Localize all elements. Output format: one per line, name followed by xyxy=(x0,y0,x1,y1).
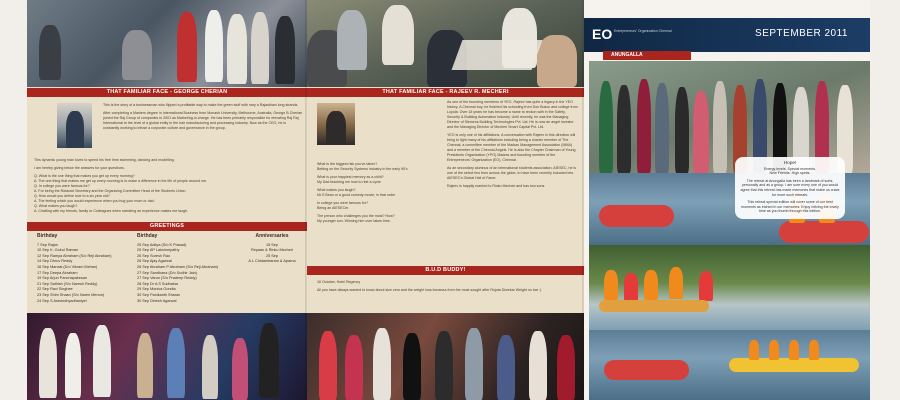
qa-line: Betting on the Security Systems industry in the early 90's xyxy=(317,167,408,171)
qa-line: In college you were famous for? xyxy=(317,201,368,205)
qa-line: A. The one thing that makes me get up every morning is to make a difference in the life of people around me. xyxy=(34,179,208,183)
qa-line: A. For being the Rotaract Secretary and the Organising Committee Head of the Students Union. xyxy=(34,189,187,193)
quote-line: Energy levels. Special moments. xyxy=(763,166,817,171)
birthday-entry: 25 Sep AP Lakshmipathy xyxy=(137,248,180,253)
anniversaries-heading: Anniversaries xyxy=(255,233,289,239)
qa-line: Q. How would you define love to a six year old? xyxy=(34,194,110,198)
birthday-entry: 29 Sep Monica Gondia xyxy=(137,287,176,292)
qa-line: My younger son. Winning him over takes time. xyxy=(317,219,391,223)
bud-buddy-description: All you have always wanted to know about size zero and the weight loss bonanza from the most sought after Rujuta Diwekar Weight no bar :) xyxy=(317,288,542,292)
george-bio-para-2: After completing a Masters degree in International Business from Monash University, Melbourne, Australia, George B.Cherian joined the Raj Group of companies in 2001 as Marketing-in-charge. He has been primarily responsible for elevating Raj Raj International to the level of a global entity in the hair manufacturing and processing industry. Now as the CEO, he is constantly working to infuse a corporate culture and governance in the group. xyxy=(103,111,303,130)
birthday-entry: 30 Sep Panikanth Sharan xyxy=(137,292,181,297)
birthday-entry: 12 Sep Ramya Abraham (S/o Reji Abraham) xyxy=(37,253,112,258)
birthday-entry: 16 Sep Manasi (D/o Vikram Mehan) xyxy=(37,264,98,269)
quote-headline: Hope! xyxy=(783,161,797,166)
george-portrait xyxy=(57,103,92,148)
qa-line: The person who challenges you the most? How? xyxy=(317,214,395,218)
anniversaries-column xyxy=(239,234,305,265)
section-title-rajeev: THAT FAMILIAR FACE - RAJEEV R. MECHERI xyxy=(307,88,584,97)
birthday-entry: 23 Sep Shim Shaan (S/o Naren Menon) xyxy=(37,292,105,297)
quote-paragraph: This retreat special edition will cover some of our best moments as etched in our memories. Enjoy reliving the lovely time as you thumb through this edition. xyxy=(741,200,839,214)
qa-line: What is your happiest memory as a child? xyxy=(317,175,384,179)
birthday-entry: 10 Sep K. Gokul Raman xyxy=(37,248,78,253)
birthday-entry: 17 Sep Deepa Abraham xyxy=(37,270,78,275)
rajeev-qa xyxy=(317,162,442,257)
quote-paragraph: The retreat at Anungalla has been a landmark of sorts, personally and as a group. I am sure every one of you would agree that this retreat has made memories that make us crave for more such retreats. xyxy=(740,178,840,197)
anniversary-names: A.L Chidambaram & Aparna xyxy=(248,259,296,264)
rajeev-bio-para-3: As an secondary alumnus of an international students association, AIESEC, he is one of the select few from across the globe, to have been recently inducted into AIESEC's Global Hall of Fame. xyxy=(447,166,577,180)
birthday-entry: 26 Sep Ajay Agarwal xyxy=(137,259,172,264)
george-bio xyxy=(103,103,303,163)
anniversary-names: Reyaan & Rinku Mecheri xyxy=(251,248,293,253)
birthday-entry: 19 Sep Arjun Panchapakesan xyxy=(37,276,88,281)
birthday-entry: 7 Sep Rajan xyxy=(37,242,58,247)
qa-line: A. Chatting with my friends, family or Colleagues when narrating an experience makes me laugh. xyxy=(34,209,189,213)
bud-buddy-venue: 16 October, Hotel Regency xyxy=(317,280,361,284)
retreat-quote-box xyxy=(735,157,845,219)
rajeev-portrait xyxy=(317,103,355,145)
rajeev-bio-para-4: Rajeev is happily married to Rinku Mecheri and has two sons. xyxy=(447,184,546,188)
eo-logo-subtitle: Entrepreneurs' Organization Chennai xyxy=(614,29,672,33)
qa-line: What is the biggest risk you've taken? xyxy=(317,162,378,166)
birthday-entry: 25 Sep Aditya (S/o K Prasad) xyxy=(137,242,187,247)
cover-panel xyxy=(584,0,870,400)
birthday-entry: 28 Sep Dr A S Sudhakar xyxy=(137,281,179,286)
eo-logo: EO xyxy=(592,26,613,42)
birthday-entry: 22 Sep Ravi Singhee xyxy=(37,287,73,292)
game-table-photo xyxy=(307,0,584,87)
anniversary-date: 15 Sep xyxy=(265,242,279,247)
quote-line: New Friends. High spirits. xyxy=(769,171,811,176)
george-intro: This dynamic young man loves to spend his free time swimming, dancing and modelling. xyxy=(34,158,175,162)
qa-line: My Dad teaching me how to ride a cycle xyxy=(317,180,381,184)
qa-line: A. The feeling which you would experience when you hug your mom or dad. xyxy=(34,199,155,203)
birthday-entry: 30 Sep Dinesh Agarwal xyxy=(137,298,177,303)
bud-buddy-text xyxy=(317,280,572,310)
issue-month: SEPTEMBER 2011 xyxy=(755,28,848,39)
birthday-entry: 27 Sep Varun (S/o Pradeep Reddy) xyxy=(137,276,197,281)
left-panel xyxy=(27,0,307,400)
rajeev-bio-para-1: As one of the founding members of YEO, Rajeev has quite a legacy in the YEO history. A Chennai boy, he finished his schooling from Don Bosco and college from Loyola. Over 18 years he has become a name to reckon with in the Safety, Security & Building Automation Industry. Until recently, he was the Managing Director of Siemens Building Technologies Pvt. Ltd. He is now an angel investor and the Managing Director of Mecheri Smart Capital Pvt. Ltd. xyxy=(447,100,578,129)
qa-line: Being an AIESECer. xyxy=(317,206,350,210)
qa-line: Q. What makes you laugh? xyxy=(34,204,78,208)
rajeev-bio xyxy=(447,100,579,260)
section-title-george: THAT FAMILIAR FACE - GEORGE CHERIAN xyxy=(27,88,307,97)
banana-boat-photo xyxy=(589,330,870,400)
birthday-entry: 21 Sep Sathish (S/o Naresh Reddy) xyxy=(37,281,98,286)
qa-line: Mr.S Bean or a good comedy movie, in that order xyxy=(317,193,396,197)
birthday-entry: 27 Sep Sandhana (D/o Sudhir Jain) xyxy=(137,270,197,275)
qa-line: Q. In college you were famous for? xyxy=(34,184,90,188)
birthdays-column-1 xyxy=(37,234,137,304)
rajeev-bio-para-2: YEO is only one of his affiliations. A conversation with Rajeev in this direction will bring to light many of his affiliations including being a charter member of The Chennai, a committee member of the Madras Management Association (MMA) and a member of the Chennai Angels. He is also the Chapter Chairman of Young Presidents Organization (YPO) Madras and founding member of the Entrepreneurs' Organization (EO), Chennai. xyxy=(447,133,576,162)
party-photo xyxy=(27,0,307,87)
birthday-heading: Birthday xyxy=(137,233,158,239)
middle-panel xyxy=(307,0,584,400)
anniversary-date: 25 Sep xyxy=(265,253,279,258)
george-qa-lead: I am hereby giving below the answers for your questions. xyxy=(34,166,125,170)
qa-line: Q. What is the one thing that makes you get up every morning? xyxy=(34,174,135,178)
birthday-heading: Birthday xyxy=(37,233,58,239)
george-bio-para-1: This is the story of a businessman who flipped a profitable way to make the green stuff with nary a Rajasthani long strands. xyxy=(103,103,299,107)
birthday-entry: 26 Sep Suresh Rao xyxy=(137,253,171,258)
birthday-entry: 26 Sep Abraham P Abraham (S/o Reji Abraham) xyxy=(137,264,219,269)
ladies-photo xyxy=(307,313,584,400)
dance-photo xyxy=(27,313,307,400)
section-title-bud-buddy: B.U.D BUDDY! xyxy=(307,266,584,275)
location-tag: ANUNGALLA xyxy=(603,51,691,60)
section-title-greetings: GREETINGS xyxy=(27,222,307,231)
boat-ride-photo xyxy=(589,245,870,330)
birthday-entry: 24 Sep S Aravindhyadhaniyel xyxy=(37,298,87,303)
qa-line: What makes you laugh? xyxy=(317,188,356,192)
birthday-entry: 14 Sep Dhruv Reddy xyxy=(37,259,73,264)
birthdays-column-2 xyxy=(137,234,237,304)
